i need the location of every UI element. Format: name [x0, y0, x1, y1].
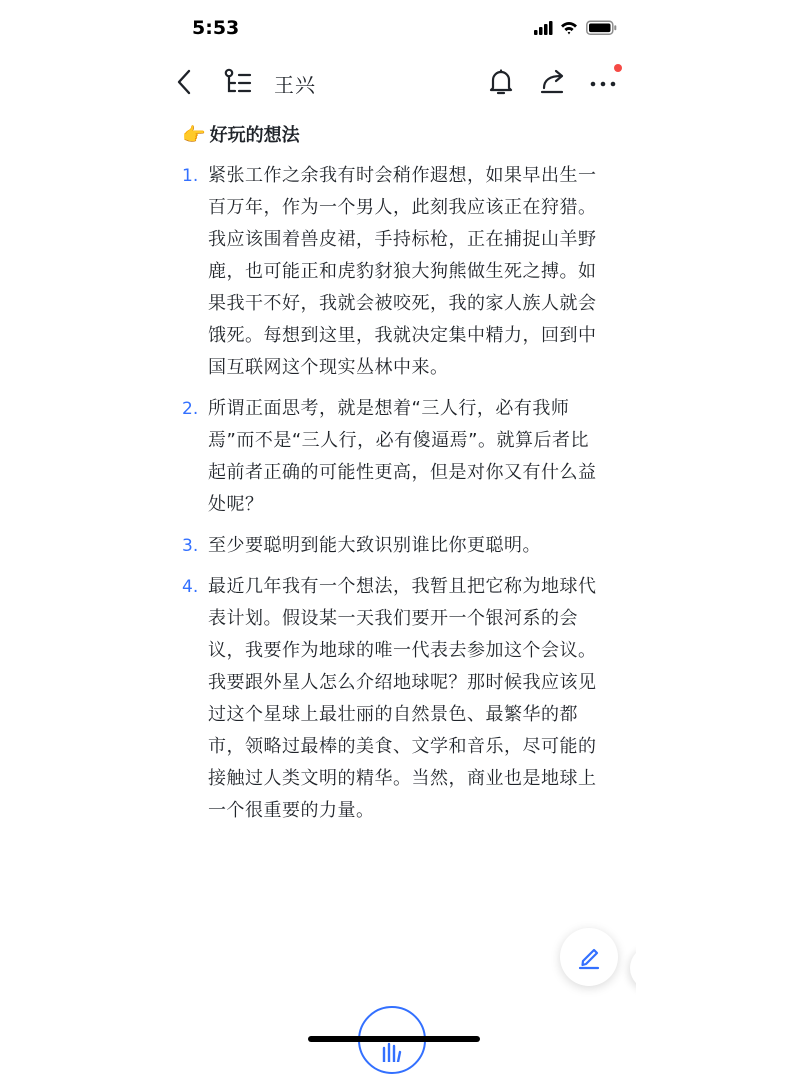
hand-icon [360, 1022, 424, 1062]
notification-button[interactable] [484, 58, 518, 106]
battery-icon [587, 21, 617, 34]
list-item-text: 至少要聪明到能大致识别谁比你更聪明。 [208, 535, 541, 556]
list-item-number: 4. [182, 577, 199, 597]
list-item-text: 所谓正面思考，就是想着“三人行，必有我师焉”而不是“三人行，必有傻逼焉”。就算后者比起前者正确的可能性更高，但是对你又有什么益处呢？ [208, 398, 597, 515]
home-indicator[interactable] [308, 1036, 480, 1042]
list-item-number: 3. [182, 536, 199, 556]
outline-button[interactable] [218, 58, 254, 106]
page-edge-mask [636, 900, 788, 1051]
list-item[interactable] [182, 160, 622, 384]
status-bar [0, 0, 788, 58]
list-item-number: 1. [182, 166, 199, 186]
document-title: 王兴 [274, 73, 316, 97]
nav-bar [0, 58, 788, 108]
section-heading [182, 118, 622, 150]
status-time: 5:53 [192, 17, 240, 39]
wifi-icon [561, 22, 577, 34]
back-button[interactable] [168, 58, 200, 106]
list-item[interactable] [182, 393, 622, 521]
share-icon [539, 68, 567, 96]
bell-icon [488, 68, 514, 96]
pointing-hand-emoji: 👉 [182, 123, 206, 146]
list-item[interactable] [182, 530, 622, 562]
more-icon [589, 68, 617, 96]
list-item[interactable] [182, 571, 622, 827]
chevron-left-icon [175, 68, 193, 96]
edit-pencil-icon [575, 943, 603, 971]
section-heading-text: 好玩的想法 [209, 125, 300, 146]
outline-list-icon [220, 68, 252, 96]
notification-dot [614, 64, 622, 72]
edit-button[interactable] [560, 928, 618, 986]
list-item-number: 2. [182, 399, 199, 419]
share-button[interactable] [536, 58, 570, 106]
ordered-list [182, 160, 622, 827]
list-item-text: 最近几年我有一个想法，我暂且把它称为地球代表计划。假设某一天我们要开一个银河系的会议，我要作为地球的唯一代表去参加这个会议。我要跟外星人怎么介绍地球呢？那时候我应该见过这个星球上最壮丽的自然景色、最繁华的都市，领略过最棒的美食、文学和音乐，尽可能的接触过人类文明的精华。当然，商业也是地球上一个很重要的力量。 [208, 576, 597, 821]
cellular-signal-icon [534, 21, 553, 35]
status-icons [534, 20, 618, 36]
document-body [182, 118, 622, 836]
list-item-text: 紧张工作之余我有时会稍作遐想，如果早出生一百万年，作为一个男人，此刻我应该正在狩猎。我应该围着兽皮裙，手持标枪，正在捕捉山羊野鹿，也可能正和虎豹豺狼大狗熊做生死之搏。如果我干不好，我就会被咬死，我的家人族人就会饿死。每想到这里，我就决定集中精力，回到中国互联网这个现实丛林中来。 [208, 165, 597, 378]
